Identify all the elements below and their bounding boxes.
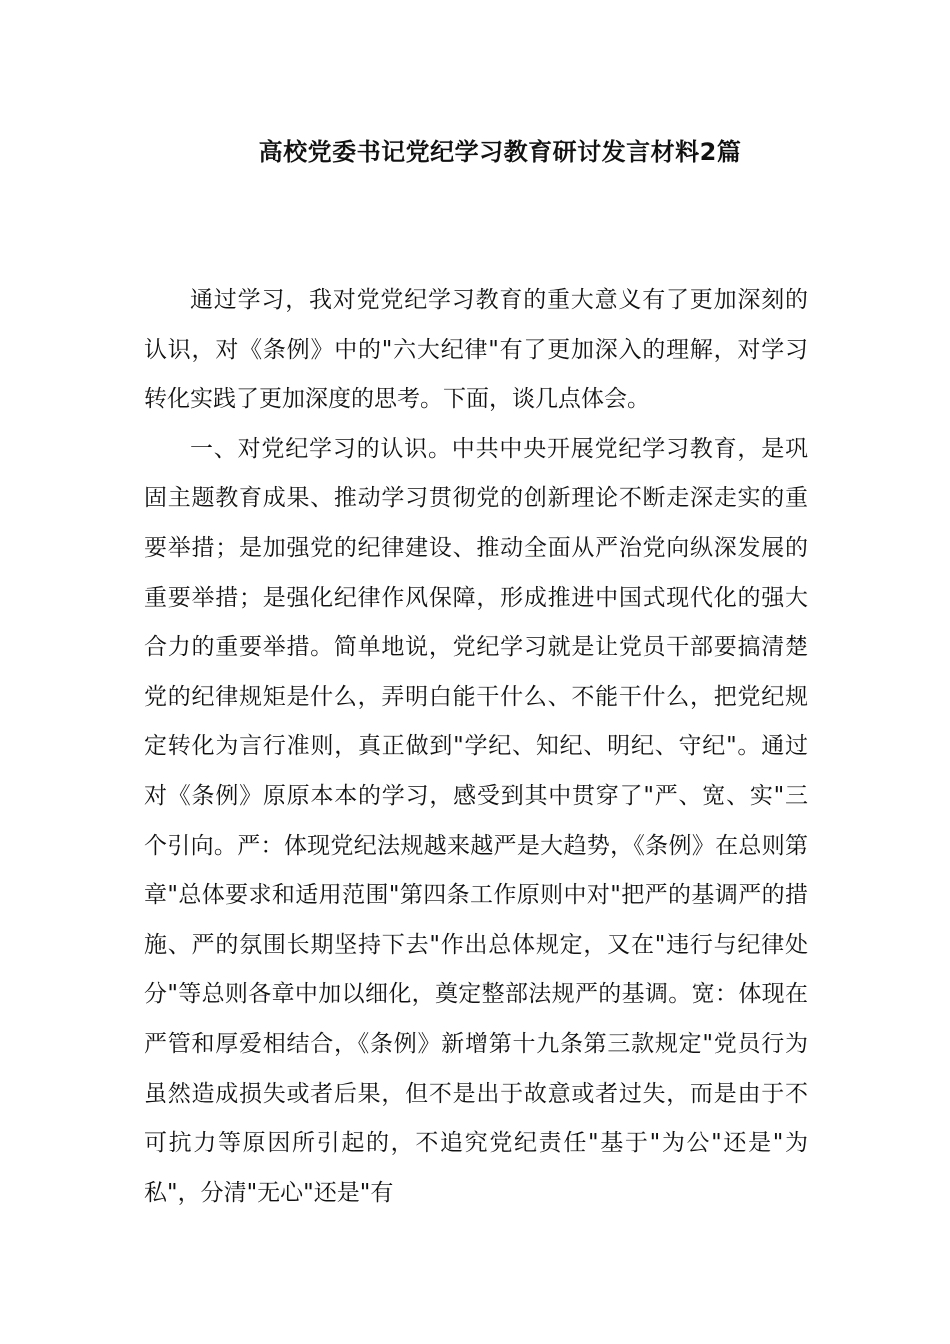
document-body — [144, 276, 808, 1218]
paragraph-intro: 通过学习，我对党党纪学习教育的重大意义有了更加深刻的认识，对《条例》中的"六大纪律"有了更加深入的理解，对学习转化实践了更加深度的思考。下面，谈几点体会。 — [144, 287, 808, 413]
document-title: 高校党委书记党纪学习教育研讨发言材料2篇 — [258, 138, 742, 166]
paragraph-section-one: 一、对党纪学习的认识。中共中央开展党纪学习教育，是巩固主题教育成果、推动学习贯彻党的创新理论不断走深走实的重要举措；是加强党的纪律建设、推动全面从严治党向纵深发展的重要举措；是强化纪律作风保障，形成推进中国式现代化的强大合力的重要举措。简单地说，党纪学习就是让党员干部要搞清楚党的纪律规矩是什么，弄明白能干什么、不能干什么，把党纪规定转化为言行准则，真正做到"学纪、知纪、明纪、守纪"。通过对《条例》原原本本的学习，感受到其中贯穿了"严、宽、实"三个引向。严：体现党纪法规越来越严是大趋势，《条例》在总则第章"总体要求和适用范围"第四条工作原则中对"把严的基调严的措施、严的氛围长期坚持下去"作出总体规定，又在"违行与纪律处分"等总则各章中加以细化，奠定整部法规严的基调。宽：体现在严管和厚爱相结合，《条例》新增第十九条第三款规定"党员行为虽然造成损失或者后果，但不是出于故意或者过失，而是由于不可抗力等原因所引起的，不追究党纪责任"基于"为公"还是"为私"，分清"无心"还是"有 — [144, 435, 808, 1206]
